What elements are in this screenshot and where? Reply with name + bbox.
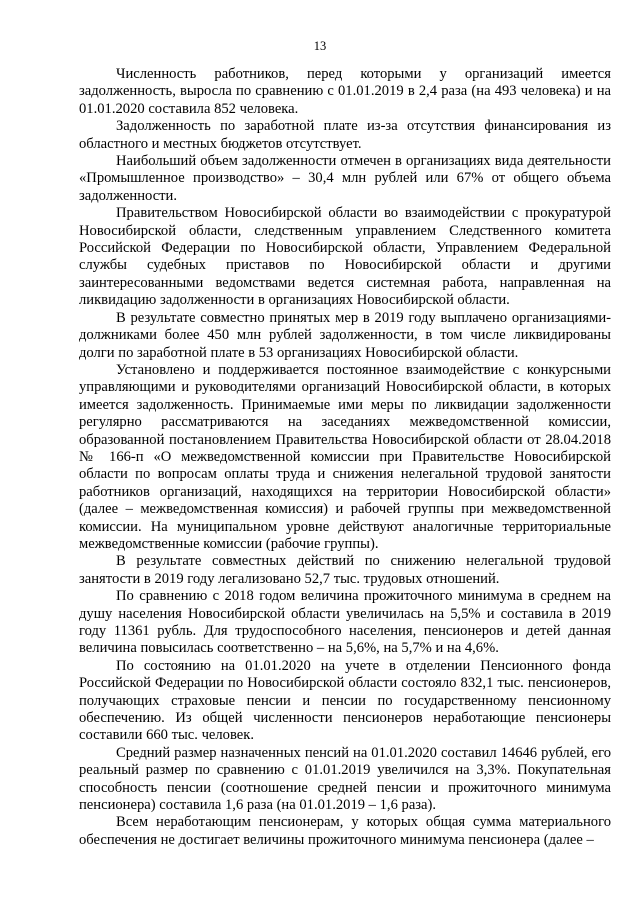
paragraph: Правительством Новосибирской области во взаимодействии с прокуратурой Новосибирской области, следственным управлением Следственного комитета Российской Федерации по Новосибирской области, Управлением Федеральной службы судебных приставов по Новосибирской области и другими заинтересованными ведомствами ведется системная работа, направленная на ликвидацию задолженности в организациях Новосибирской области. bbox=[79, 205, 611, 309]
paragraph: В результате совместно принятых мер в 2019 году выплачено организациями-должниками более 450 млн рублей задолженности, в том числе ликвидированы долги по заработной плате в 53 организациях Новосибирской области. bbox=[79, 309, 611, 361]
paragraph: Всем неработающим пенсионерам, у которых общая сумма материального обеспечения не достигает величины прожиточного минимума пенсионера (далее – bbox=[79, 814, 611, 848]
body-text bbox=[79, 66, 611, 849]
paragraph: По состоянию на 01.01.2020 на учете в отделении Пенсионного фонда Российской Федерации по Новосибирской области состояло 832,1 тыс. пенсионеров, получающих страховые пенсии и пенсии по государственному пенсионному обеспечению. Из общей численности пенсионеров неработающие пенсионеры составили 660 тыс. человек. bbox=[79, 657, 611, 744]
paragraph: Задолженность по заработной плате из-за отсутствия финансирования из областного и местных бюджетов отсутствует. bbox=[79, 118, 611, 152]
page-number: 13 bbox=[313, 39, 327, 53]
paragraph: Наибольший объем задолженности отмечен в организациях вида деятельности «Промышленное производство» – 30,4 млн рублей или 67% от общего объема задолженности. bbox=[79, 153, 611, 204]
paragraph: Численность работников, перед которыми у организаций имеется задолженность, выросла по сравнению с 01.01.2019 в 2,4 раза (на 493 человека) и на 01.01.2020 составила 852 человека. bbox=[79, 66, 611, 117]
paragraph: Установлено и поддерживается постоянное взаимодействие с конкурсными управляющими и руководителями организаций Новосибирской области, в которых имеется задолженность. Принимаемые ими меры по ликвидации задолженности регулярно рассматриваются на заседаниях межведомственной комиссии, образованной постановлением Правительства Новосибирской области от 28.04.2018 № 166-п «О межведомственной комиссии при Правительстве Новосибирской области по вопросам оплаты труда и снижения нелегальной трудовой занятости работников организаций, находящихся на территории Новосибирской области» (далее – межведомственная комиссия) и рабочей группы при межведомственной комиссии. На муниципальном уровне действуют аналогичные территориальные межведомственные комиссии (рабочие группы). bbox=[79, 361, 611, 552]
paragraph: Средний размер назначенных пенсий на 01.01.2020 составил 14646 рублей, его реальный размер по сравнению с 01.01.2019 увеличился на 3,3%. Покупательная способность пенсии (соотношение средней пенсии и прожиточного минимума пенсионера) составила 1,6 раза (на 01.01.2019 – 1,6 раза). bbox=[79, 744, 611, 814]
paragraph: В результате совместных действий по снижению нелегальной трудовой занятости в 2019 году легализовано 52,7 тыс. трудовых отношений. bbox=[79, 553, 611, 587]
paragraph: По сравнению с 2018 годом величина прожиточного минимума в среднем на душу населения Новосибирской области увеличилась на 5,5% и составила в 2019 году 11361 рубль. Для трудоспособного населения, пенсионеров и детей данная величина повысилась соответственно – на 5,6%, на 5,7% и на 4,6%. bbox=[79, 588, 611, 657]
